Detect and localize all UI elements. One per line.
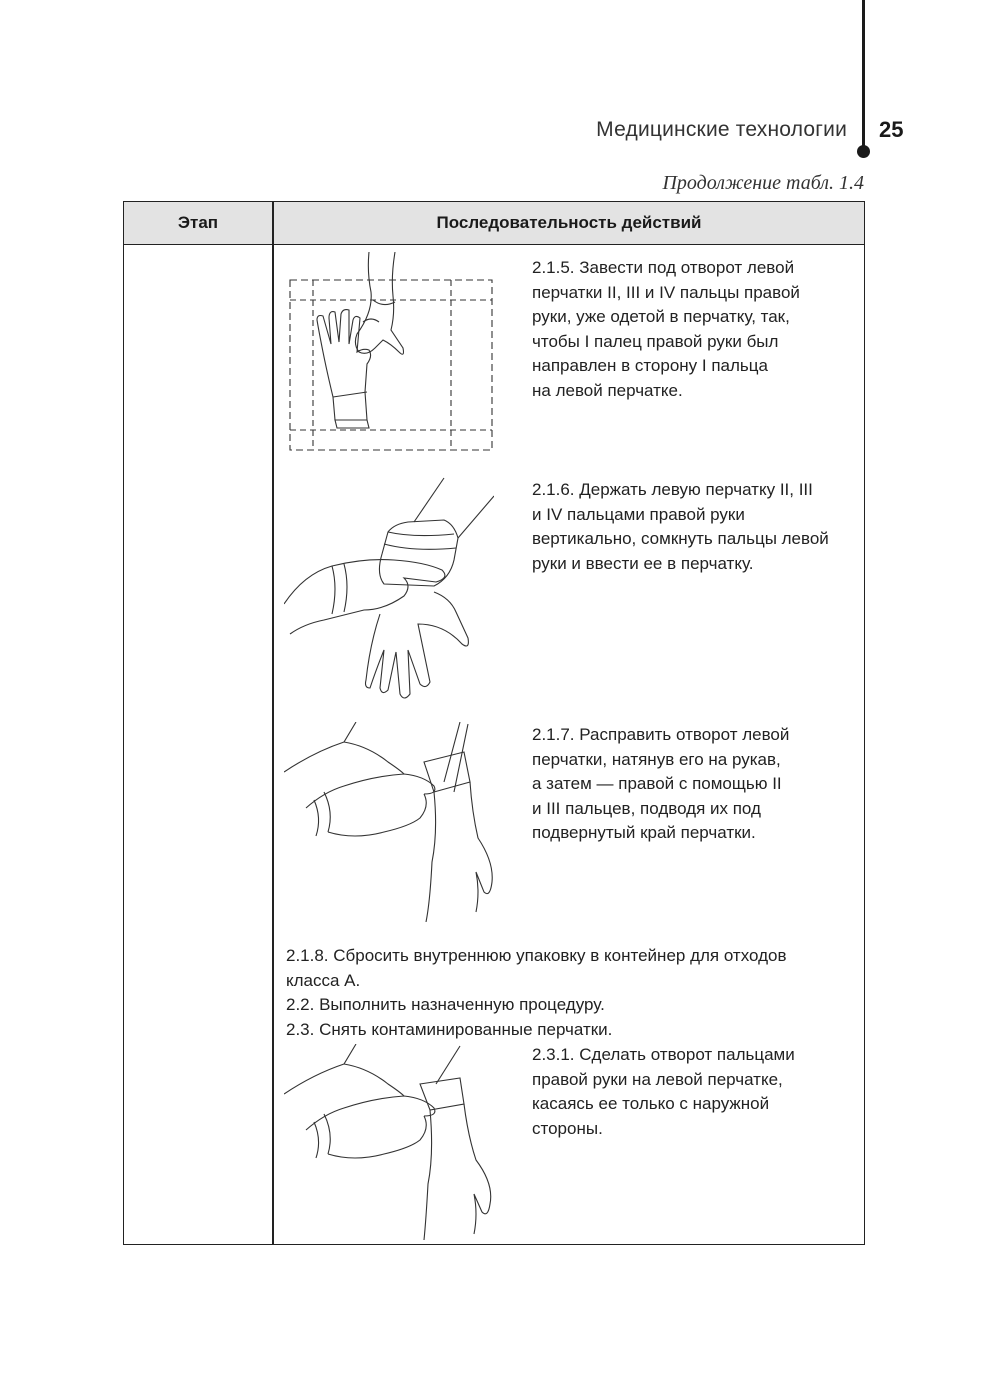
straighten-cuff-illustration xyxy=(284,722,498,922)
step-line: руки и ввести ее в перчатку. xyxy=(532,553,754,573)
table-header-row xyxy=(124,202,864,245)
step-2-3-1-text xyxy=(532,1043,795,1141)
step-line: класса А. xyxy=(286,970,361,990)
steps-2-1-8-to-2-3 xyxy=(286,944,787,1042)
step-2-1-7-text xyxy=(532,723,789,846)
running-title: Медицинские технологии xyxy=(596,118,847,141)
step-line: подвернутый край перчатки. xyxy=(532,823,756,842)
step-line: и III пальцев, подводя их под xyxy=(532,798,761,818)
glove-on-package-illustration xyxy=(283,252,505,457)
step-line: направлен в сторону I пальца xyxy=(532,356,768,375)
column-header-stage: Этап xyxy=(177,213,219,232)
step-line: касаясь ее только с наружной xyxy=(532,1094,770,1113)
step-line: на левой перчатке. xyxy=(532,380,683,400)
step-line: 2.1.8. Сбросить внутреннюю упаковку в контейнер для отходов xyxy=(286,946,787,965)
insert-hand-into-glove-illustration xyxy=(284,474,494,710)
step-line: 2.3. Снять контаминированные перчатки. xyxy=(286,1019,613,1039)
step-line: перчатки II, III и IV пальцы правой xyxy=(532,282,800,302)
step-line: стороны. xyxy=(532,1118,603,1138)
step-line: 2.2. Выполнить назначенную процедуру. xyxy=(286,995,605,1014)
fold-cuff-illustration xyxy=(284,1044,498,1240)
column-header-actions: Последовательность действий xyxy=(436,213,702,232)
step-2-1-5-text xyxy=(532,256,800,403)
step-line: 2.1.6. Держать левую перчатку II, III xyxy=(532,480,813,499)
step-line: перчатки, натянув его на рукав, xyxy=(532,749,781,769)
step-2-1-6-text xyxy=(532,478,829,576)
column-divider xyxy=(272,202,274,1244)
header-rule xyxy=(862,0,865,148)
step-line: 2.1.5. Завести под отворот левой xyxy=(532,258,795,277)
step-line: и IV пальцами правой руки xyxy=(532,504,745,524)
step-line: а затем — правой с помощью II xyxy=(532,774,782,793)
step-line: чтобы I палец правой руки был xyxy=(532,331,779,351)
table-continuation-caption: Продолжение табл. 1.4 xyxy=(662,172,864,194)
step-line: вертикально, сомкнуть пальцы левой xyxy=(532,529,829,548)
page-number: 25 xyxy=(879,117,904,142)
step-line: 2.3.1. Сделать отворот пальцами xyxy=(532,1045,795,1064)
step-line: руки, уже одетой в перчатку, так, xyxy=(532,307,790,326)
step-line: 2.1.7. Расправить отворот левой xyxy=(532,725,790,744)
header-dot xyxy=(857,145,870,158)
step-line: правой руки на левой перчатке, xyxy=(532,1069,783,1089)
